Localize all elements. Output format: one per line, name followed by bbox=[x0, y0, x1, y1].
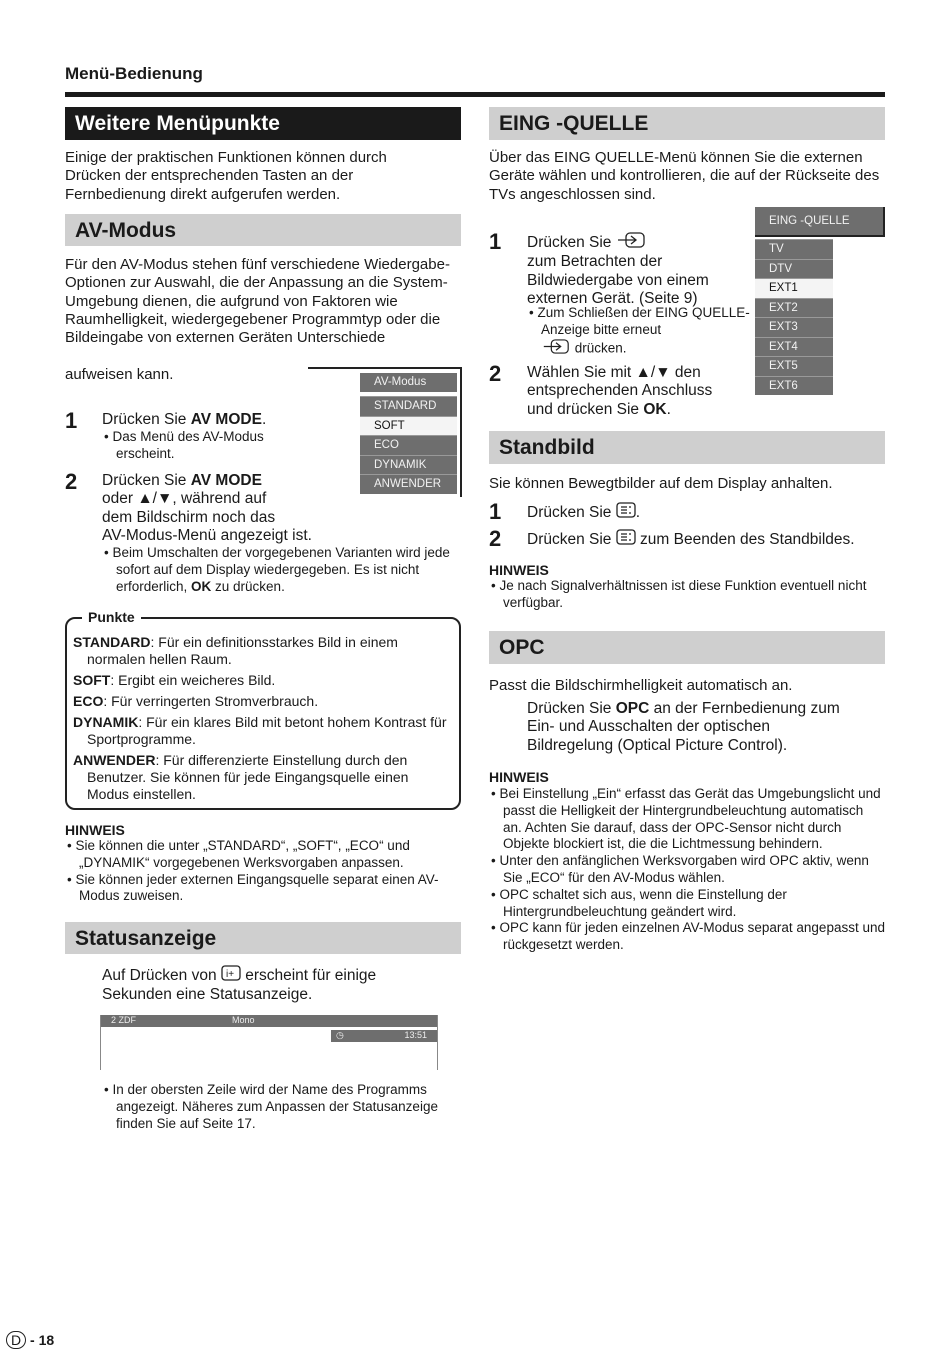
opc-intro: Passt die Bildschirmhelligkeit automatisch an. bbox=[489, 677, 793, 694]
av-step2-bullet: • Beim Umschalten der vorgegebenen Varianten wird jede sofort auf dem Display wiedergegeben. Es ist nicht erforderlich, OK zu drücken. bbox=[102, 545, 468, 595]
punkte-desc: : Für ein klares Bild mit betont hohem Kontrast für Sportprogramme. bbox=[87, 714, 447, 747]
punkte-desc: : Ergibt ein weicheres Bild. bbox=[110, 672, 276, 688]
step-number: 2 bbox=[489, 526, 502, 551]
punkte-term: ECO bbox=[73, 693, 104, 709]
eing-intro: Über das EING QUELLE-Menü können Sie die externen Geräte wählen und kontrollieren, die auf der Rückseite des TVs angeschlossen sind. bbox=[489, 149, 880, 203]
av-mode-key: AV MODE bbox=[190, 411, 262, 428]
hinweis-heading: HINWEIS bbox=[65, 822, 125, 838]
opc-hinweis-list bbox=[489, 786, 885, 954]
section-title-statusanzeige: Statusanzeige bbox=[65, 922, 461, 954]
av-step1-text: Drücken Sie AV MODE. bbox=[102, 411, 267, 428]
av-step1-bullet: • Das Menü des AV-Modus erscheint. bbox=[102, 429, 316, 463]
page-number: - 18 bbox=[26, 1332, 55, 1348]
eing-menu-item[interactable]: DTV bbox=[755, 259, 833, 279]
punkte-item bbox=[73, 752, 451, 803]
punkte-item bbox=[73, 634, 451, 668]
svg-text:i+: i+ bbox=[225, 969, 234, 980]
eing-menu bbox=[755, 239, 833, 395]
eing-menu-item[interactable]: EXT2 bbox=[755, 298, 833, 318]
eing-menu-item[interactable]: TV bbox=[755, 239, 833, 259]
section-title-standbild: Standbild bbox=[489, 431, 885, 464]
input-source-icon bbox=[616, 232, 646, 253]
eing-step1-bullet: • Zum Schließen der EING QUELLE-Anzeige bitte erneut drücken. bbox=[527, 305, 751, 358]
av-menu-item[interactable]: STANDARD bbox=[360, 396, 457, 416]
up-down-arrows-icon: ▲/▼ bbox=[137, 490, 173, 508]
header-rule bbox=[65, 92, 885, 97]
eing-menu-item[interactable]: EXT6 bbox=[755, 376, 833, 396]
section-title-weitere: Weitere Menüpunkte bbox=[65, 107, 461, 140]
clock-icon: ◷ bbox=[336, 1030, 344, 1040]
status-time: 13:51 bbox=[404, 1030, 427, 1040]
hinweis-heading: HINWEIS bbox=[489, 562, 549, 578]
language-badge: D bbox=[6, 1331, 26, 1349]
freeze-button-icon bbox=[616, 502, 636, 523]
hinweis-item: • Bei Einstellung „Ein“ erfasst das Gerät das Umgebungslicht und passt die Helligkeit der Hintergrundbeleuchtung automatisch an. Achten Sie darauf, dass der OPC-Sensor nicht durch Objekte blockiert ist, die die Lichtmessung behindern. bbox=[489, 786, 885, 853]
step-number: 1 bbox=[489, 499, 502, 524]
punkte-term: ANWENDER bbox=[73, 752, 156, 768]
punkte-item bbox=[73, 714, 451, 748]
av-menu-frame-top bbox=[308, 367, 462, 369]
punkte-label: Punkte bbox=[82, 609, 141, 625]
section-title-av-modus: AV-Modus bbox=[65, 214, 461, 246]
av-intro: Für den AV-Modus stehen fünf verschiedene Wiedergabe-Optionen zur Auswahl, die der Anpassung an die System-Umgebung dienen, die aufgrund von Faktoren wie Raumhelligkeit, wiedergegebener Programmtyp oder die Bildeingabe von externen Geräten Unterschiede bbox=[65, 256, 450, 347]
av-step2-text: Drücken Sie AV MODE oder ▲/▼, während auf dem Bildschirm noch das AV-Modus-Menü angezeigt ist. bbox=[102, 472, 312, 544]
status-display bbox=[100, 1015, 438, 1070]
punkte-term: SOFT bbox=[73, 672, 111, 688]
av-mode-menu bbox=[360, 373, 457, 494]
hinweis-left-list bbox=[65, 838, 450, 905]
standbild-hinweis-item: • Je nach Signalverhältnissen ist diese Funktion eventuell nicht verfügbar. bbox=[489, 578, 883, 612]
punkte-desc: : Für ein definitionsstarkes Bild in einem normalen hellen Raum. bbox=[87, 634, 398, 667]
step-number: 2 bbox=[489, 361, 502, 386]
av-menu-title: AV-Modus bbox=[360, 373, 457, 392]
status-text: Auf Drücken von i+ erscheint für einige Sekunden eine Statusanzeige. bbox=[102, 966, 377, 1004]
opc-key: OPC bbox=[615, 700, 650, 717]
punkte-term: STANDARD bbox=[73, 634, 151, 650]
punkte-item bbox=[73, 693, 451, 710]
status-audio: Mono bbox=[232, 1015, 255, 1025]
status-channel: 2 ZDF bbox=[111, 1015, 137, 1025]
section-title-opc: OPC bbox=[489, 631, 885, 664]
eing-step2-text: Wählen Sie mit ▲/▼ den entsprechenden Anschluss und drücken Sie OK. bbox=[527, 364, 713, 418]
av-menu-item[interactable]: ECO bbox=[360, 435, 457, 455]
av-menu-item[interactable]: SOFT bbox=[360, 416, 457, 436]
av-menu-frame-right bbox=[460, 367, 462, 497]
hinweis-heading: HINWEIS bbox=[489, 769, 549, 785]
page-footer bbox=[6, 1331, 54, 1349]
hinweis-item: • Unter den anfänglichen Werksvorgaben wird OPC aktiv, wenn Sie „ECO“ für den AV-Modus wählen. bbox=[489, 853, 885, 887]
step-number: 1 bbox=[65, 408, 78, 433]
hinweis-item: • Sie können jeder externen Eingangsquelle separat einen AV-Modus zuweisen. bbox=[65, 872, 450, 906]
punkte-desc: : Für differenzierte Einstellung durch den Benutzer. Sie können für jede Eingangsquelle einen Modus einstellen. bbox=[87, 752, 409, 802]
hinweis-item: • Sie können die unter „STANDARD“, „SOFT“, „ECO“ und „DYNAMIK“ vorgegebenen Werksvorgaben anpassen. bbox=[65, 838, 450, 872]
standbild-step2: Drücken Sie zum Beenden des Standbildes. bbox=[527, 529, 855, 550]
input-source-icon bbox=[553, 339, 571, 359]
av-menu-item[interactable]: ANWENDER bbox=[360, 474, 457, 494]
eing-menu-item[interactable]: EXT3 bbox=[755, 317, 833, 337]
av-menu-item[interactable]: DYNAMIK bbox=[360, 455, 457, 475]
page-header-title: Menü-Bedienung bbox=[65, 64, 203, 83]
opc-step: Drücken Sie OPC an der Fernbedienung zum Ein- und Ausschalten der optischen Bildregelung (Optical Picture Control). bbox=[527, 700, 840, 754]
standbild-intro: Sie können Bewegtbilder auf dem Display anhalten. bbox=[489, 475, 833, 492]
hinweis-item: • OPC schaltet sich aus, wenn die Einstellung der Hintergrundbeleuchtung geändert wird. bbox=[489, 887, 885, 921]
eing-menu-item[interactable]: EXT1 bbox=[755, 278, 833, 298]
hinweis-item: • OPC kann für jeden einzelnen AV-Modus separat angepasst und rückgesetzt werden. bbox=[489, 920, 885, 954]
step-number: 2 bbox=[65, 469, 78, 494]
status-bullet: • In der obersten Zeile wird der Name des Programms angezeigt. Näheres zum Anpassen der Statusanzeige finden Sie auf Seite 17. bbox=[102, 1082, 476, 1132]
punkte-list bbox=[73, 634, 451, 807]
punkte-item bbox=[73, 672, 451, 689]
freeze-button-icon bbox=[616, 529, 636, 550]
standbild-step1: Drücken Sie . bbox=[527, 502, 640, 523]
av-intro-end: aufweisen kann. bbox=[65, 366, 174, 383]
eing-step1-text: Drücken Sie zum Betrachten der Bildwiedergabe von einem externen Gerät. (Seite 9) bbox=[527, 233, 709, 307]
eing-menu-item[interactable]: EXT4 bbox=[755, 337, 833, 357]
eing-menu-item[interactable]: EXT5 bbox=[755, 356, 833, 376]
weitere-intro: Einige der praktischen Funktionen können durch Drücken der entsprechenden Tasten an der Fernbedienung direkt aufgerufen werden. bbox=[65, 149, 387, 203]
info-button-icon bbox=[221, 965, 241, 986]
step-number: 1 bbox=[489, 229, 502, 254]
up-down-arrows-icon: ▲/▼ bbox=[635, 364, 671, 381]
eing-menu-title: EING -QUELLE bbox=[755, 207, 883, 235]
section-title-eing-quelle: EING -QUELLE bbox=[489, 107, 885, 140]
punkte-desc: : Für verringerten Stromverbrauch. bbox=[103, 693, 319, 709]
punkte-term: DYNAMIK bbox=[73, 714, 139, 730]
